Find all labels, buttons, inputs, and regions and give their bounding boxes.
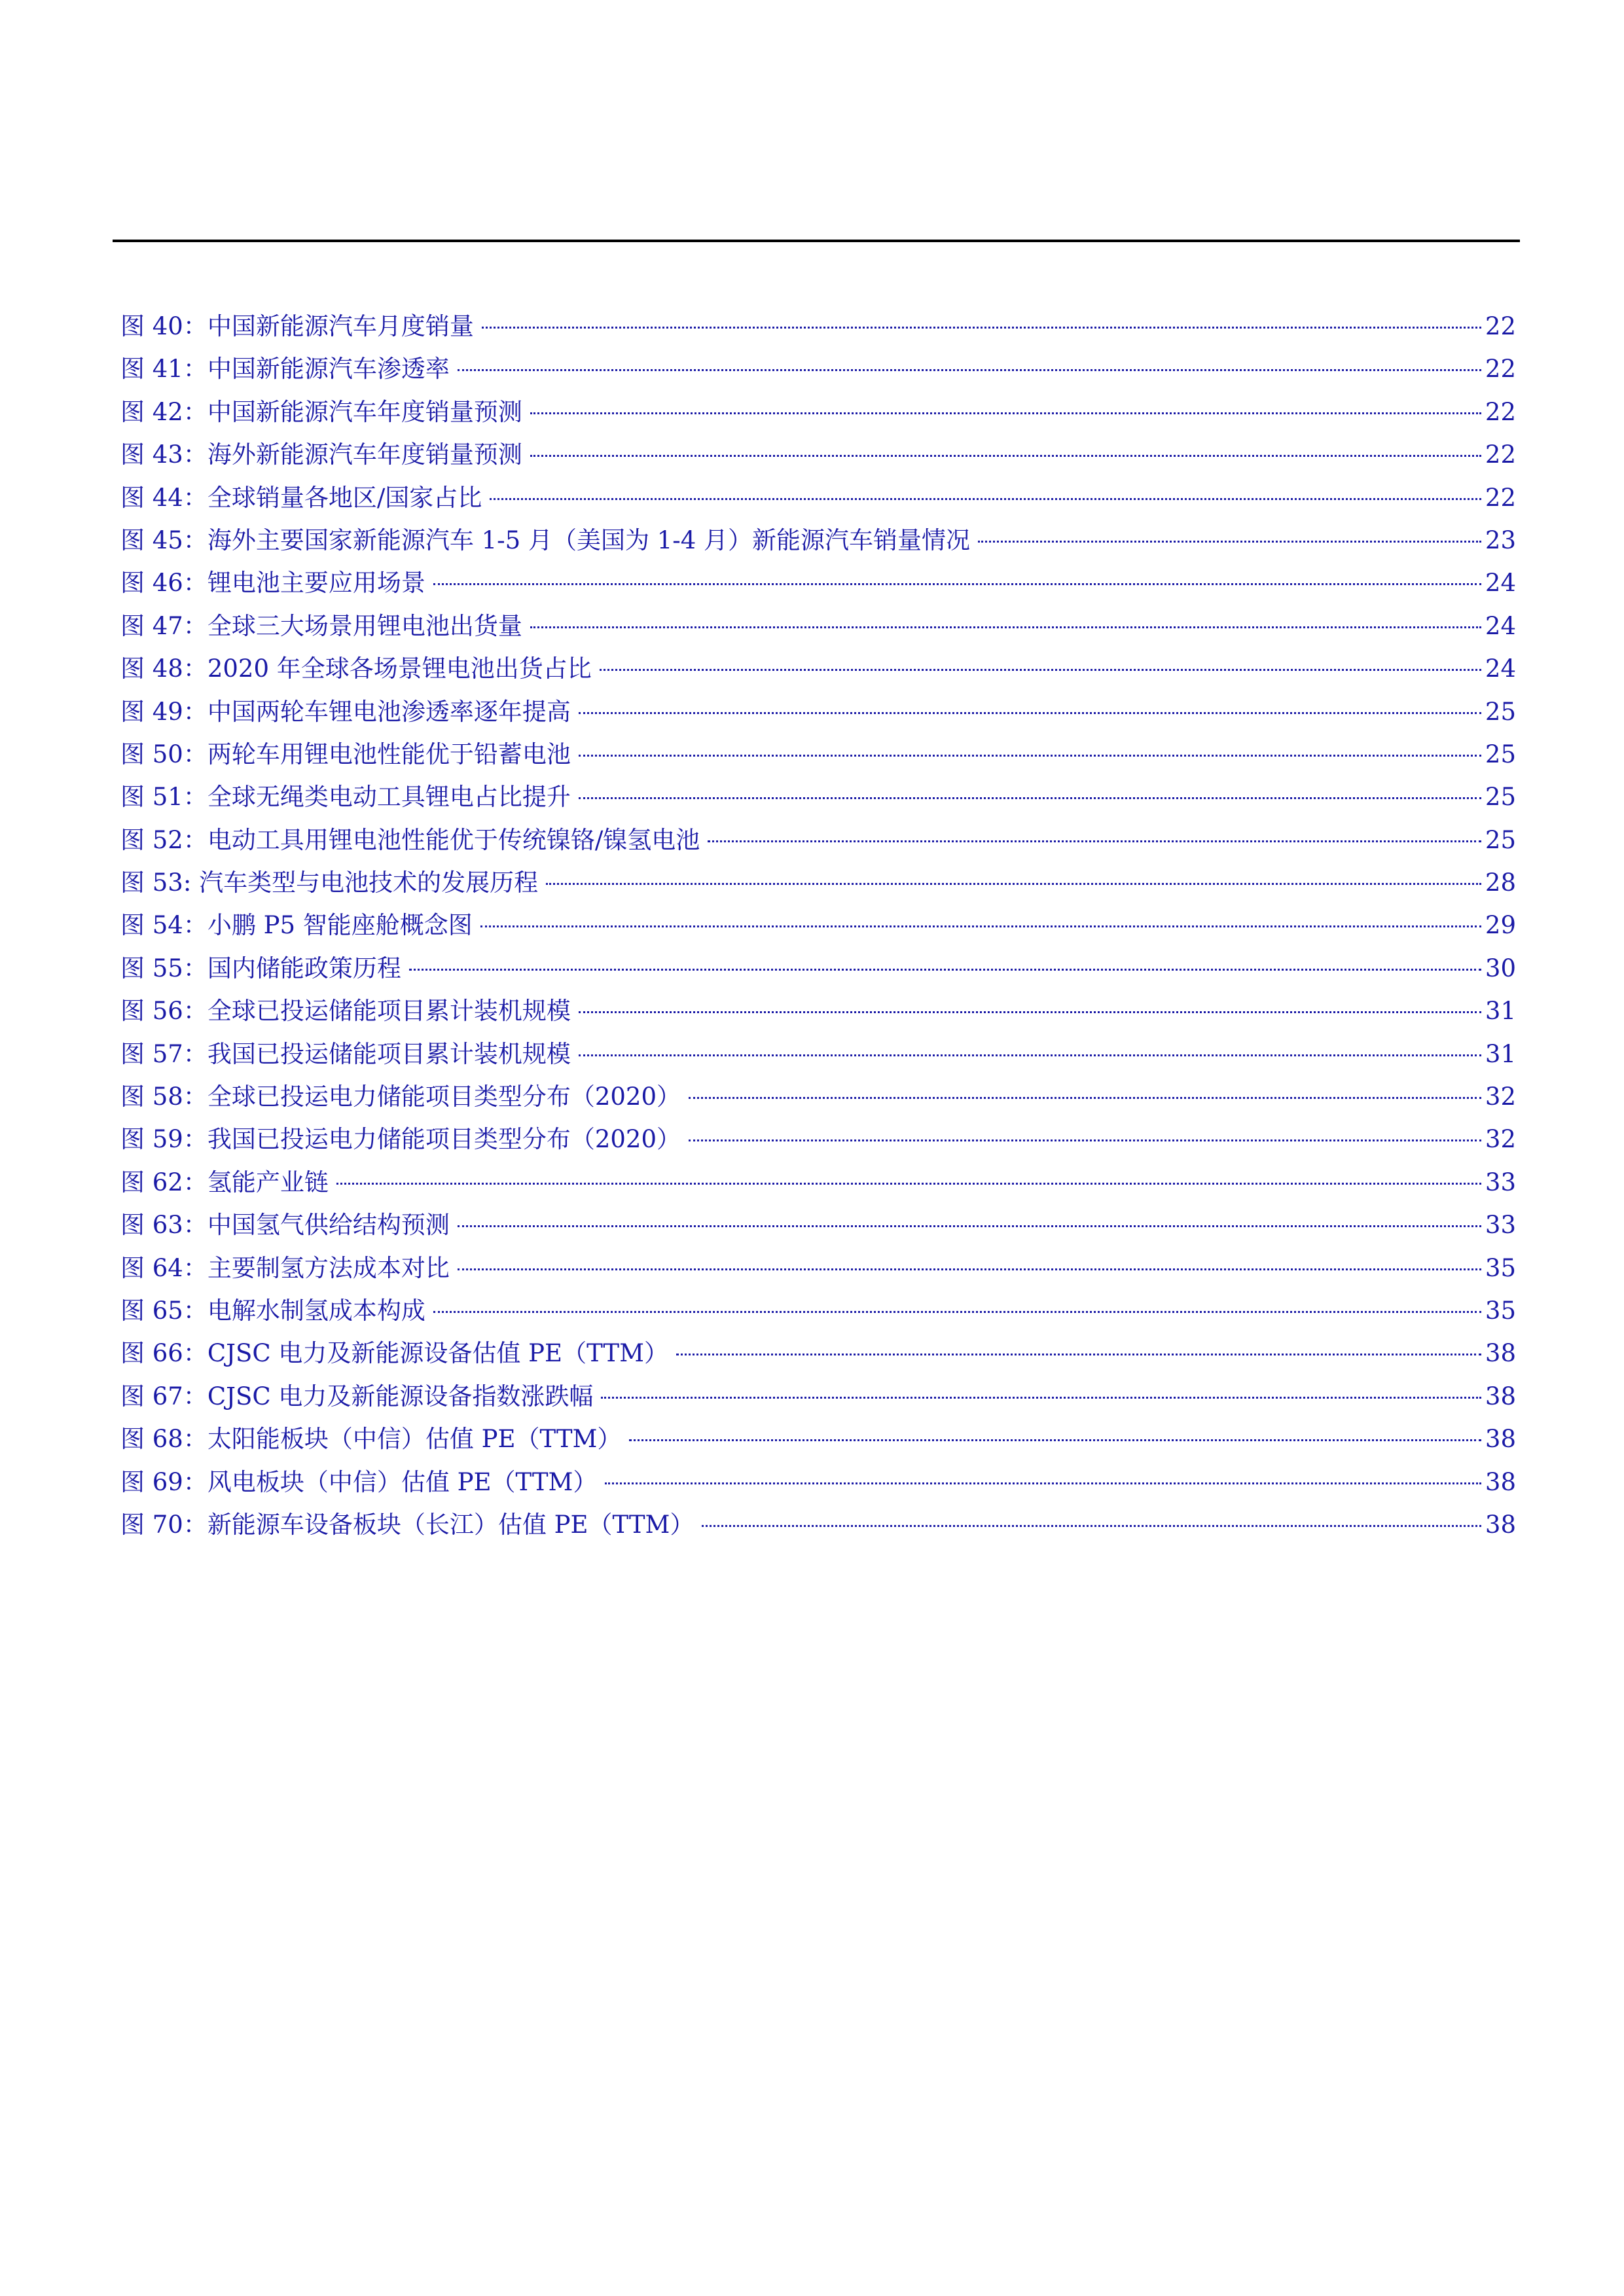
toc-entry-page-number[interactable]: 31 (1485, 997, 1516, 1026)
toc-entry-page-number[interactable]: 22 (1485, 312, 1516, 340)
toc-entry[interactable] (120, 1161, 1516, 1204)
toc-entry-title[interactable]: 图 40：中国新能源汽车月度销量 (120, 312, 474, 340)
toc-entry[interactable] (120, 1075, 1516, 1118)
toc-entry-page-number[interactable]: 25 (1485, 697, 1516, 726)
toc-entry-page-number[interactable]: 22 (1485, 483, 1516, 512)
dot-leader (482, 327, 1481, 329)
toc-entry[interactable] (120, 476, 1516, 519)
dot-leader (579, 1011, 1481, 1013)
dot-leader (689, 1097, 1481, 1099)
toc-entry-page-number[interactable]: 22 (1485, 355, 1516, 384)
dot-leader (600, 669, 1481, 671)
toc-entry-page-number[interactable]: 38 (1485, 1382, 1516, 1410)
toc-entry[interactable] (120, 1461, 1516, 1503)
toc-entry-title[interactable]: 图 41：中国新能源汽车渗透率 (120, 355, 450, 384)
toc-entry-page-number[interactable]: 31 (1485, 1039, 1516, 1068)
toc-entry-title[interactable]: 图 68：太阳能板块（中信）估值 PE（TTM） (120, 1425, 622, 1454)
toc-entry-page-number[interactable]: 38 (1485, 1339, 1516, 1368)
toc-entry[interactable] (120, 647, 1516, 690)
toc-entry-page-number[interactable]: 24 (1485, 569, 1516, 598)
dot-leader (689, 1139, 1481, 1141)
dot-leader (480, 925, 1481, 927)
toc-entry[interactable] (120, 904, 1516, 946)
toc-entry-title[interactable]: 图 69：风电板块（中信）估值 PE（TTM） (120, 1467, 598, 1496)
dot-leader (546, 883, 1481, 885)
dot-leader (530, 455, 1481, 457)
toc-entry-title[interactable]: 图 55：国内储能政策历程 (120, 954, 401, 982)
toc-entry[interactable] (120, 433, 1516, 476)
dot-leader (433, 1311, 1481, 1313)
toc-entry[interactable] (120, 1503, 1516, 1546)
toc-entry[interactable] (120, 391, 1516, 433)
toc-entry-title[interactable]: 图 54：小鹏 P5 智能座舱概念图 (120, 911, 473, 940)
toc-entry[interactable] (120, 305, 1516, 348)
toc-entry-title[interactable]: 图 59：我国已投运电力储能项目类型分布（2020） (120, 1125, 681, 1154)
toc-entry-title[interactable]: 图 66：CJSC 电力及新能源设备估值 PE（TTM） (120, 1339, 668, 1368)
toc-entry-title[interactable]: 图 52：电动工具用锂电池性能优于传统镍铬/镍氢电池 (120, 825, 700, 854)
dot-leader (579, 1054, 1481, 1056)
toc-entry-page-number[interactable]: 22 (1485, 440, 1516, 469)
dot-leader (978, 541, 1481, 543)
toc-entry-page-number[interactable]: 30 (1485, 954, 1516, 982)
dot-leader (601, 1397, 1481, 1399)
dot-leader (579, 712, 1481, 714)
toc-entry-page-number[interactable]: 29 (1485, 911, 1516, 940)
dot-leader (433, 583, 1481, 585)
toc-entry-page-number[interactable]: 32 (1485, 1083, 1516, 1111)
toc-entry-page-number[interactable]: 22 (1485, 397, 1516, 426)
toc-entry[interactable] (120, 947, 1516, 990)
toc-entry[interactable] (120, 1247, 1516, 1289)
toc-entry[interactable] (120, 1418, 1516, 1460)
toc-entry-title[interactable]: 图 42：中国新能源汽车年度销量预测 (120, 397, 522, 426)
toc-entry[interactable] (120, 605, 1516, 647)
toc-entry-title[interactable]: 图 62：氢能产业链 (120, 1168, 329, 1196)
toc-entry[interactable] (120, 348, 1516, 390)
dot-leader (702, 1525, 1481, 1527)
toc-entry-title[interactable]: 图 70：新能源车设备板块（长江）估值 PE（TTM） (120, 1510, 695, 1539)
toc-entry[interactable] (120, 519, 1516, 562)
dot-leader (629, 1439, 1481, 1441)
dot-leader (336, 1183, 1481, 1185)
dot-leader (676, 1354, 1481, 1355)
toc-entry-title[interactable]: 图 45：海外主要国家新能源汽车 1-5 月（美国为 1-4 月）新能源汽车销量情况 (120, 526, 971, 554)
toc-entry-title[interactable]: 图 56：全球已投运储能项目累计装机规模 (120, 997, 571, 1026)
toc-entry-page-number[interactable]: 25 (1485, 783, 1516, 812)
dot-leader (490, 498, 1481, 500)
figure-list (120, 305, 1516, 1546)
toc-entry-page-number[interactable]: 24 (1485, 655, 1516, 683)
toc-entry-title[interactable]: 图 63：中国氢气供给结构预测 (120, 1211, 450, 1240)
toc-entry[interactable] (120, 1204, 1516, 1246)
toc-entry-page-number[interactable]: 23 (1485, 526, 1516, 554)
toc-entry-title[interactable]: 图 49：中国两轮车锂电池渗透率逐年提高 (120, 697, 571, 726)
toc-entry[interactable] (120, 1118, 1516, 1160)
toc-entry-page-number[interactable]: 32 (1485, 1125, 1516, 1154)
toc-entry-page-number[interactable]: 33 (1485, 1211, 1516, 1240)
toc-entry-title[interactable]: 图 67：CJSC 电力及新能源设备指数涨跌幅 (120, 1382, 594, 1410)
toc-entry-title[interactable]: 图 50：两轮车用锂电池性能优于铅蓄电池 (120, 740, 571, 768)
toc-entry[interactable] (120, 861, 1516, 904)
toc-entry[interactable] (120, 990, 1516, 1032)
header-rule (113, 240, 1520, 242)
toc-entry-page-number[interactable]: 38 (1485, 1425, 1516, 1454)
toc-entry-page-number[interactable]: 24 (1485, 611, 1516, 640)
toc-entry-title[interactable]: 图 64：主要制氢方法成本对比 (120, 1253, 450, 1282)
dot-leader (708, 840, 1481, 842)
toc-entry[interactable] (120, 562, 1516, 604)
toc-entry-page-number[interactable]: 25 (1485, 825, 1516, 854)
toc-entry[interactable] (120, 691, 1516, 733)
toc-entry-page-number[interactable]: 35 (1485, 1253, 1516, 1282)
toc-entry[interactable] (120, 1289, 1516, 1332)
toc-entry[interactable] (120, 819, 1516, 861)
dot-leader (579, 755, 1481, 757)
dot-leader (458, 1268, 1481, 1270)
toc-entry-title[interactable]: 图 48：2020 年全球各场景锂电池出货占比 (120, 655, 592, 683)
toc-entry-page-number[interactable]: 33 (1485, 1168, 1516, 1196)
toc-entry-page-number[interactable]: 38 (1485, 1467, 1516, 1496)
toc-entry[interactable] (120, 776, 1516, 818)
toc-entry-page-number[interactable]: 28 (1485, 869, 1516, 897)
toc-entry-title[interactable]: 图 44：全球销量各地区/国家占比 (120, 483, 482, 512)
dot-leader (530, 626, 1481, 628)
toc-entry-title[interactable]: 图 43：海外新能源汽车年度销量预测 (120, 440, 522, 469)
toc-entry[interactable] (120, 1332, 1516, 1374)
dot-leader (530, 412, 1481, 414)
toc-entry-title[interactable]: 图 46：锂电池主要应用场景 (120, 569, 425, 598)
dot-leader (605, 1482, 1481, 1484)
dot-leader (409, 969, 1481, 971)
dot-leader (458, 369, 1481, 371)
toc-entry[interactable] (120, 733, 1516, 776)
toc-entry-page-number[interactable]: 35 (1485, 1296, 1516, 1325)
dot-leader (458, 1225, 1481, 1227)
toc-entry-title[interactable]: 图 51：全球无绳类电动工具锂电占比提升 (120, 783, 571, 812)
toc-entry-page-number[interactable]: 38 (1485, 1510, 1516, 1539)
dot-leader (579, 797, 1481, 799)
toc-entry-title[interactable]: 图 65：电解水制氢成本构成 (120, 1296, 425, 1325)
toc-entry-title[interactable]: 图 57：我国已投运储能项目累计装机规模 (120, 1039, 571, 1068)
toc-entry-page-number[interactable]: 25 (1485, 740, 1516, 768)
toc-entry[interactable] (120, 1375, 1516, 1418)
toc-entry-title[interactable]: 图 53: 汽车类型与电池技术的发展历程 (120, 869, 539, 897)
toc-entry[interactable] (120, 1033, 1516, 1075)
toc-entry-title[interactable]: 图 47：全球三大场景用锂电池出货量 (120, 611, 522, 640)
toc-entry-title[interactable]: 图 58：全球已投运电力储能项目类型分布（2020） (120, 1083, 681, 1111)
